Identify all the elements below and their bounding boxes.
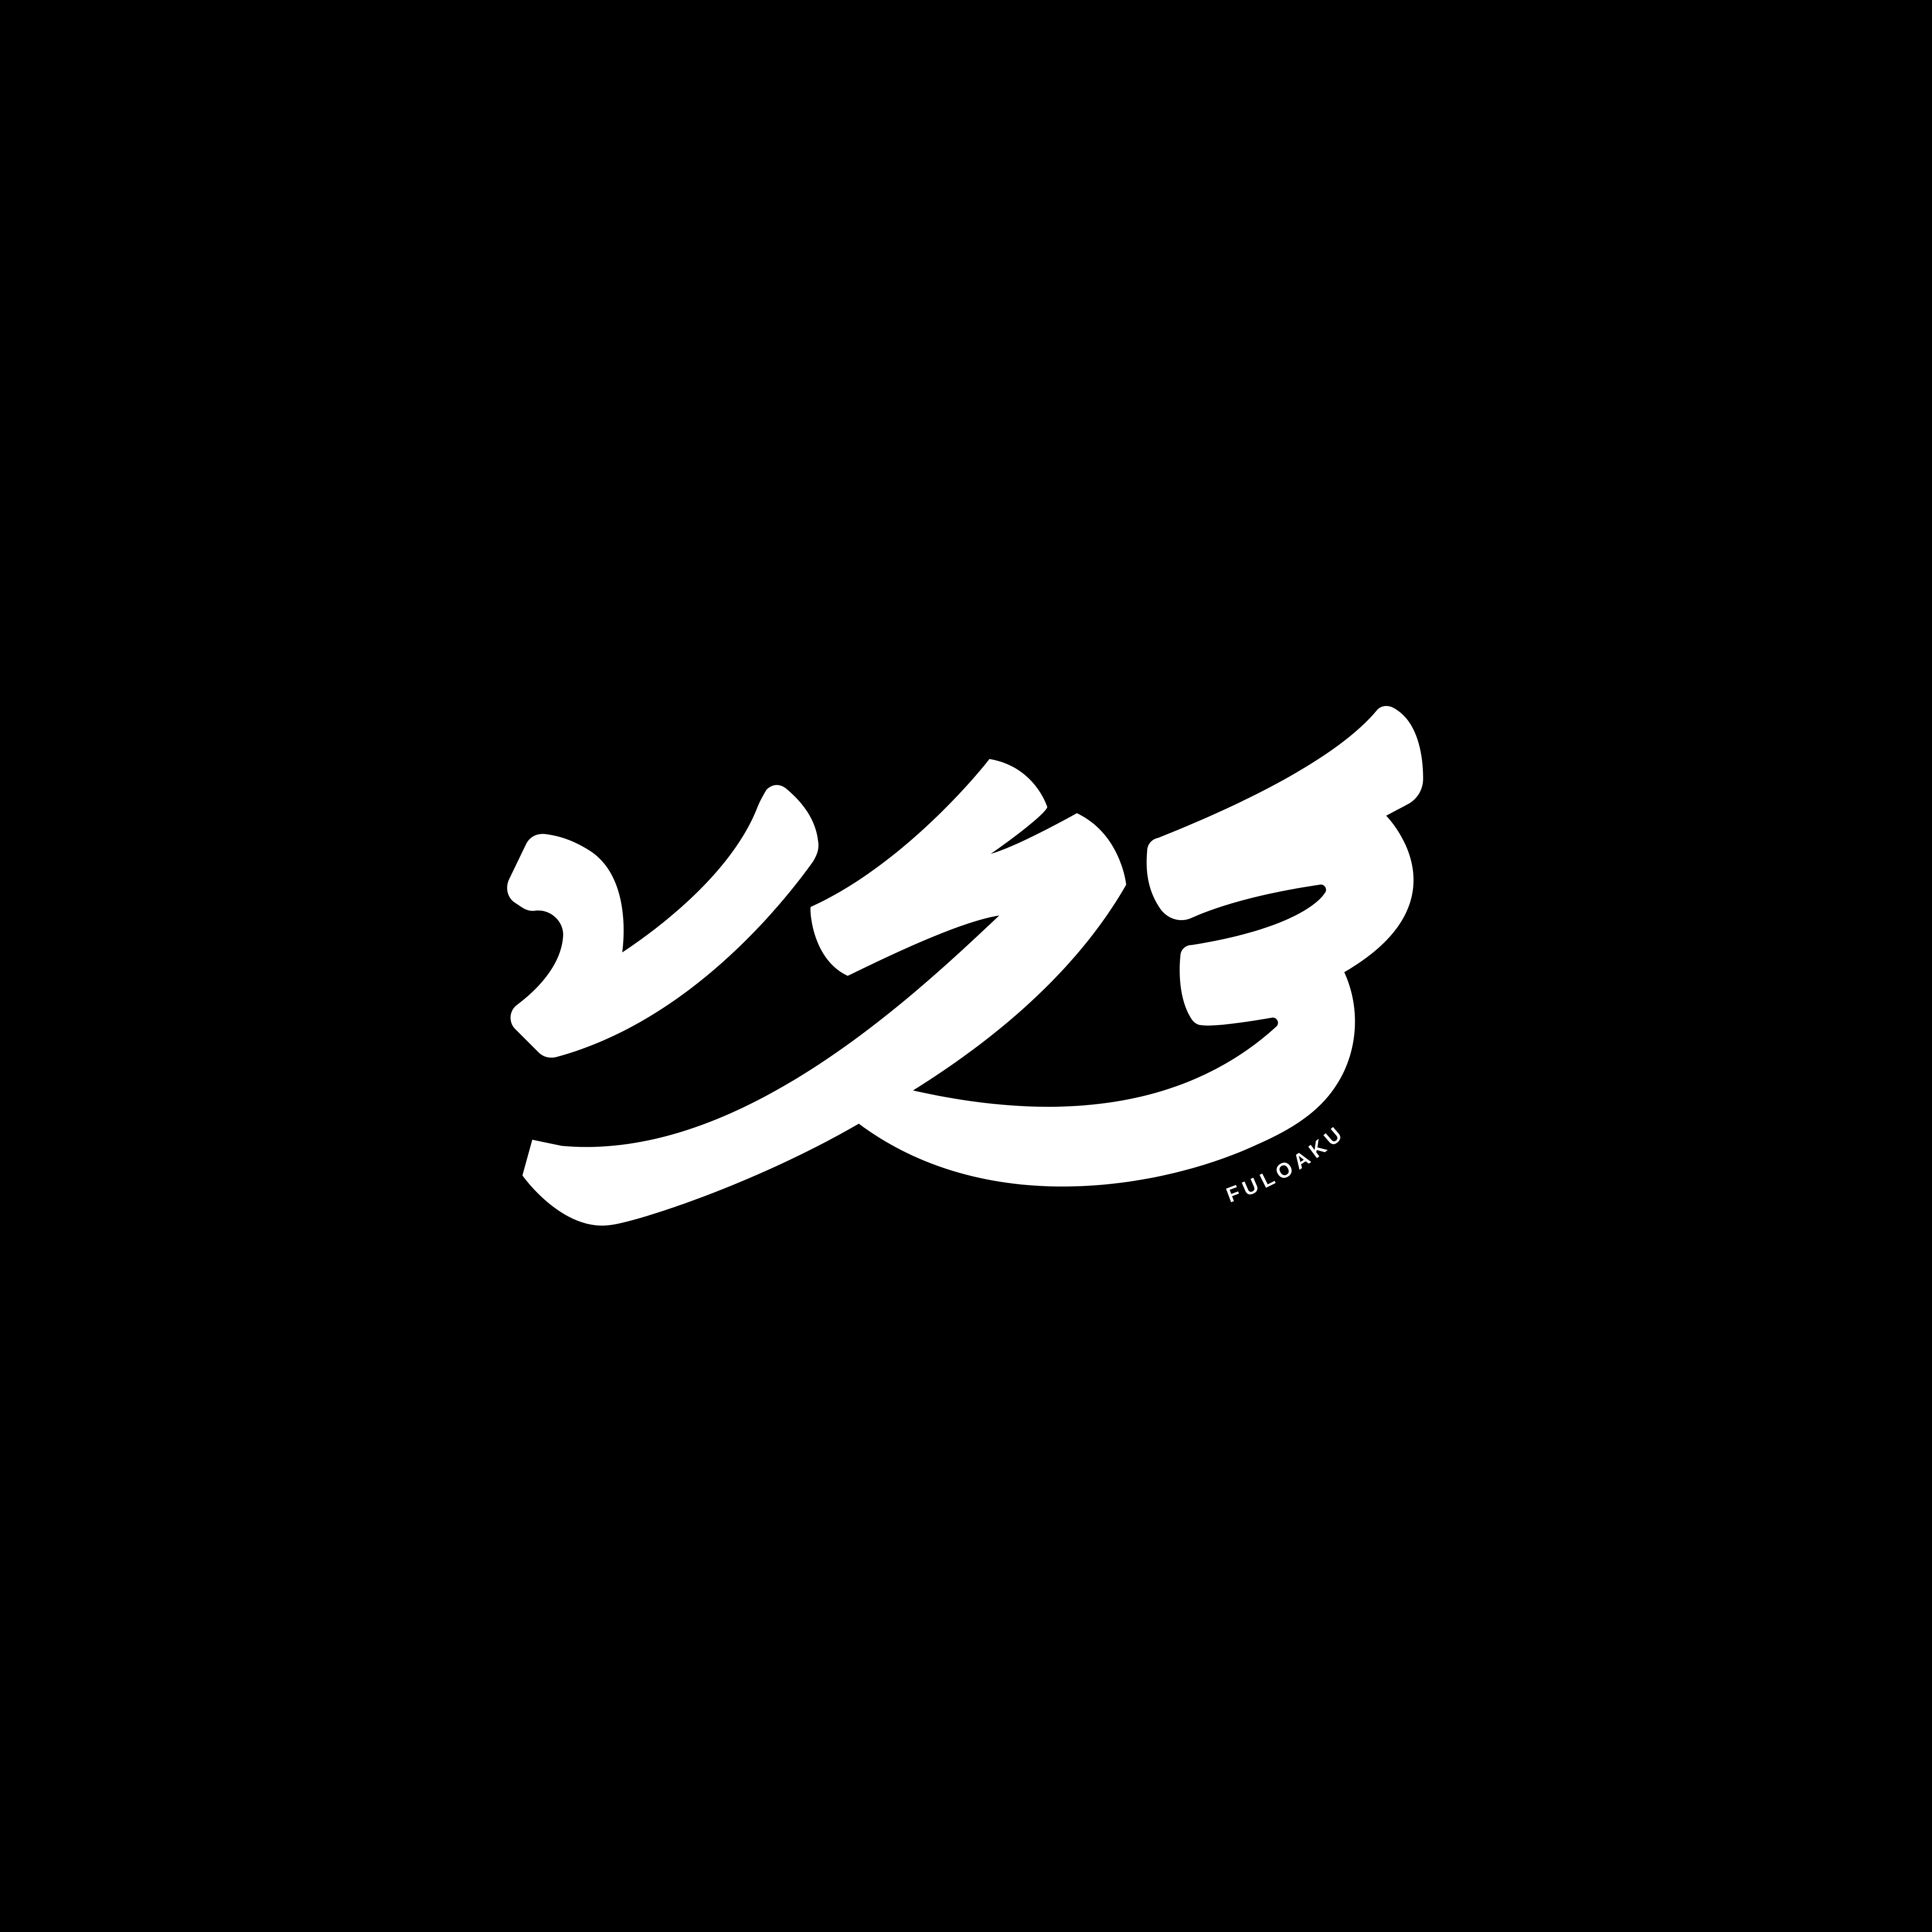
logo-wordmark-text: FULOAKU bbox=[1223, 1120, 1351, 1207]
logo-glyph-hi bbox=[507, 785, 818, 1058]
logo-mark bbox=[507, 706, 1423, 1226]
